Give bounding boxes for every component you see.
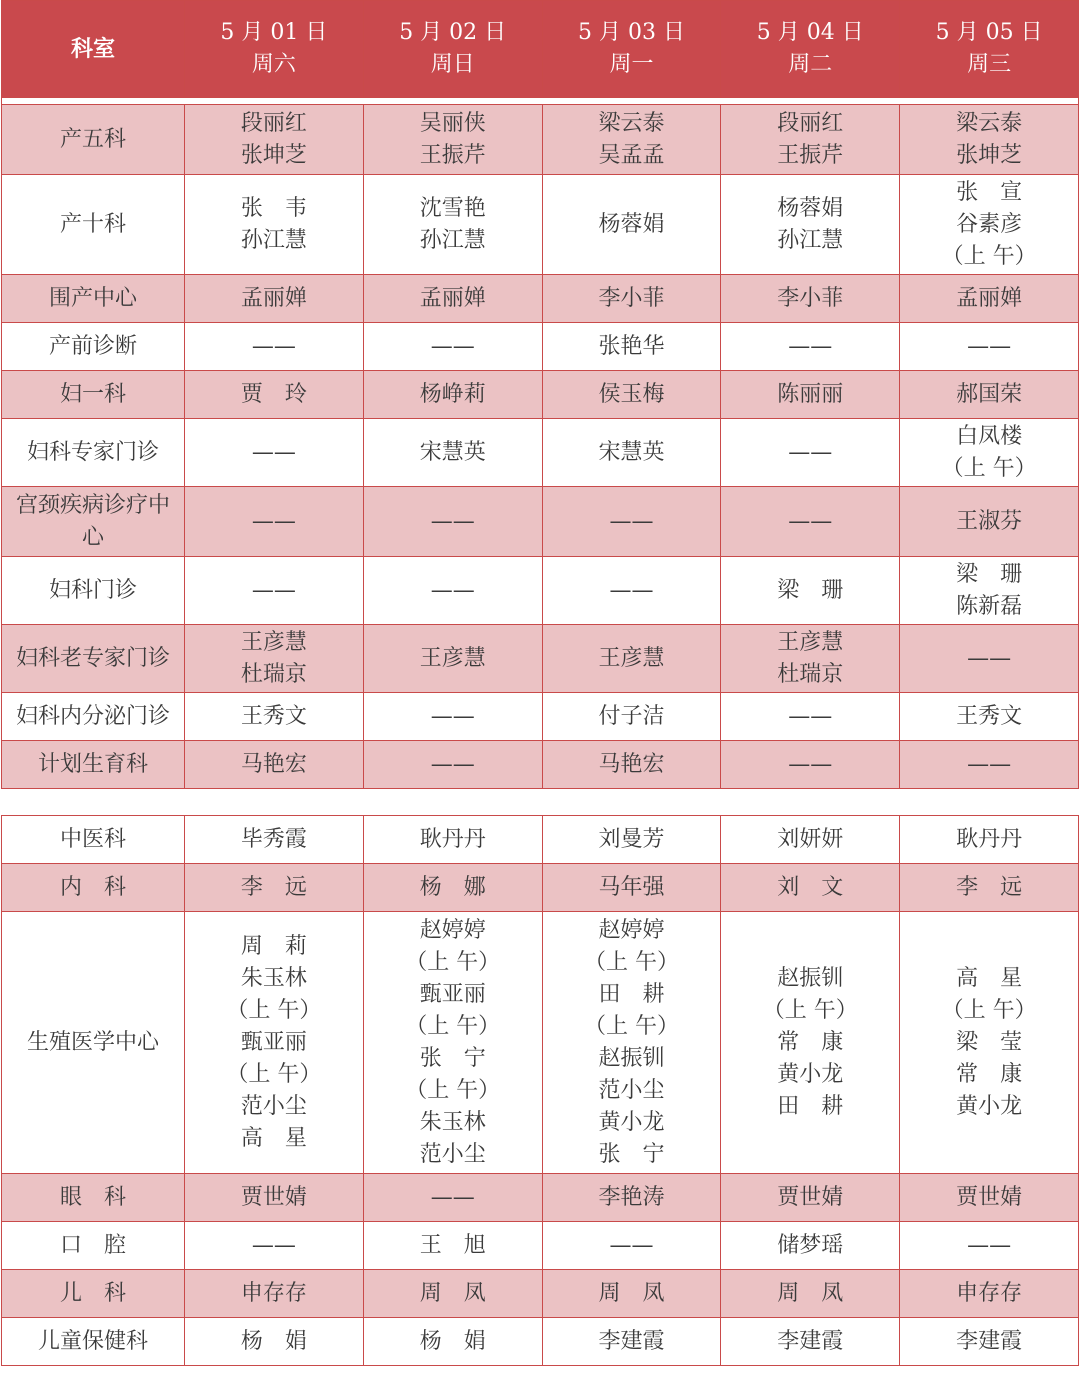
doctor-name: ——: [609, 577, 654, 603]
doctor-name: 耿丹丹: [419, 826, 486, 852]
dept-name: 围产中心: [48, 285, 137, 311]
dept-name: 妇科门诊: [48, 577, 137, 603]
header-date: 5 月 05 日: [935, 20, 1043, 45]
doctor-name: 杨 娟: [240, 1328, 307, 1354]
doctor-name: 周 凤: [598, 1280, 665, 1306]
doctor-cell: [721, 371, 900, 419]
doctor-cell: [900, 487, 1079, 557]
table-row: [2, 323, 1079, 371]
doctor-name: 吴丽侠: [419, 110, 486, 136]
doctor-cell: [542, 487, 721, 557]
dept-name: 心: [81, 524, 104, 550]
doctor-cell: [185, 1318, 364, 1366]
doctor-name: ——: [251, 333, 296, 359]
doctor-cell: [900, 741, 1079, 789]
doctor-cell: [900, 693, 1079, 741]
doctor-cell: [363, 816, 542, 864]
doctor-name: 孙江慧: [240, 227, 307, 253]
table-row: [2, 816, 1079, 864]
doctor-name: 张 宁: [419, 1045, 486, 1071]
doctor-name: ——: [251, 439, 296, 465]
doctor-name: 杨峥莉: [419, 381, 486, 407]
table-row: [2, 741, 1079, 789]
doctor-name: 梁 珊: [956, 561, 1023, 587]
doctor-name: ——: [251, 1232, 296, 1258]
doctor-cell: [542, 1318, 721, 1366]
doctor-name: 杨蓉娟: [598, 211, 665, 237]
doctor-cell: [721, 864, 900, 912]
doctor-name: 孙江慧: [777, 227, 844, 253]
doctor-cell: [721, 625, 900, 693]
header-weekday: 周六: [251, 52, 296, 77]
doctor-cell: [721, 693, 900, 741]
doctor-cell: [721, 557, 900, 625]
doctor-name: 宋慧英: [598, 439, 665, 465]
doctor-name: ——: [788, 508, 833, 534]
doctor-name: 范小尘: [419, 1141, 486, 1167]
doctor-name: 黄小龙: [956, 1093, 1023, 1119]
doctor-name: 贾世婧: [240, 1184, 307, 1210]
doctor-cell: [542, 105, 721, 175]
header-date: 5 月 02 日: [399, 20, 507, 45]
doctor-name: ——: [967, 751, 1012, 777]
doctor-name: 孙江慧: [419, 227, 486, 253]
dept-name: 儿 科: [59, 1280, 126, 1306]
doctor-name: 王 旭: [419, 1232, 486, 1258]
doctor-name: 张坤芝: [240, 142, 307, 168]
table-row: [2, 371, 1079, 419]
doctor-name: 王彦慧: [240, 629, 307, 655]
table-row: [2, 1270, 1079, 1318]
doctor-cell: [185, 419, 364, 487]
dept-name: 生殖医学中心: [26, 1029, 159, 1055]
doctor-cell: [363, 693, 542, 741]
doctor-cell: [542, 557, 721, 625]
doctor-name: 杜瑞京: [777, 661, 844, 687]
dept-name: 内 科: [59, 874, 126, 900]
doctor-cell: [721, 1174, 900, 1222]
doctor-name: 张 宣: [956, 179, 1023, 205]
doctor-cell: [185, 1222, 364, 1270]
doctor-name: 陈新磊: [956, 593, 1023, 619]
doctor-name: 李建霞: [956, 1328, 1023, 1354]
table-row: [2, 1222, 1079, 1270]
dept-cell: [2, 419, 185, 487]
doctor-cell: [900, 371, 1079, 419]
doctor-cell: [363, 487, 542, 557]
doctor-name: 周 莉: [240, 933, 307, 959]
doctor-cell: [900, 275, 1079, 323]
header-weekday: 周二: [788, 52, 833, 77]
dept-name: 宫颈疾病诊疗中: [15, 492, 170, 518]
doctor-cell: [363, 1222, 542, 1270]
doctor-name: 周 凤: [419, 1280, 486, 1306]
doctor-name: 王彦慧: [777, 629, 844, 655]
doctor-name: 范小尘: [598, 1077, 665, 1103]
doctor-name: 孟丽婵: [240, 285, 307, 311]
doctor-name: 赵婷婷: [419, 917, 486, 943]
doctor-cell: [363, 557, 542, 625]
doctor-name: 马艳宏: [240, 751, 307, 777]
doctor-name: （上 午）: [583, 1013, 679, 1039]
doctor-cell: [185, 741, 364, 789]
doctor-cell: [900, 1318, 1079, 1366]
table-row: [2, 419, 1079, 487]
doctor-name: （上 午）: [405, 1013, 501, 1039]
doctor-name: 甄亚丽: [419, 981, 486, 1007]
doctor-name: 侯玉梅: [598, 381, 665, 407]
header-weekday: 周三: [967, 52, 1012, 77]
doctor-cell: [721, 105, 900, 175]
doctor-cell: [185, 557, 364, 625]
doctor-name: 耿丹丹: [956, 826, 1023, 852]
dept-cell: [2, 816, 185, 864]
dept-name: 计划生育科: [37, 751, 148, 777]
doctor-name: 黄小龙: [598, 1109, 665, 1135]
doctor-name: 黄小龙: [777, 1061, 844, 1087]
doctor-cell: [185, 1174, 364, 1222]
doctor-name: 张 韦: [240, 195, 307, 221]
doctor-name: （上 午）: [405, 949, 501, 975]
doctor-name: 朱玉林: [419, 1109, 486, 1135]
doctor-name: 范小尘: [240, 1093, 307, 1119]
doctor-name: ——: [430, 1184, 475, 1210]
doctor-name: 孟丽婵: [956, 285, 1023, 311]
doctor-cell: [721, 323, 900, 371]
doctor-cell: [721, 816, 900, 864]
doctor-cell: [542, 1222, 721, 1270]
doctor-name: 梁云泰: [598, 110, 665, 136]
doctor-name: 梁 莹: [956, 1029, 1023, 1055]
doctor-name: 高 星: [956, 965, 1023, 991]
doctor-cell: [721, 487, 900, 557]
doctor-cell: [721, 741, 900, 789]
doctor-name: 刘曼芳: [598, 826, 665, 852]
doctor-name: （上 午）: [941, 243, 1037, 269]
dept-name: 产五科: [59, 126, 126, 152]
dept-name: 儿童保健科: [37, 1328, 148, 1354]
dept-cell: [2, 323, 185, 371]
schedule-body-main: [2, 105, 1079, 789]
doctor-cell: [363, 419, 542, 487]
dept-cell: [2, 1270, 185, 1318]
doctor-cell: [363, 741, 542, 789]
doctor-name: 常 康: [956, 1061, 1023, 1087]
doctor-cell: [185, 693, 364, 741]
doctor-name: 田 耕: [598, 981, 665, 1007]
doctor-name: 王彦慧: [419, 645, 486, 671]
doctor-cell: [542, 625, 721, 693]
doctor-name: ——: [967, 1232, 1012, 1258]
doctor-cell: [542, 741, 721, 789]
doctor-name: 张艳华: [598, 333, 665, 359]
doctor-cell: [900, 625, 1079, 693]
dept-cell: [2, 487, 185, 557]
doctor-name: 高 星: [240, 1125, 307, 1151]
doctor-cell: [900, 912, 1079, 1174]
doctor-name: 白凤楼: [956, 423, 1023, 449]
doctor-name: 王振芹: [777, 142, 844, 168]
doctor-cell: [900, 864, 1079, 912]
doctor-cell: [185, 105, 364, 175]
doctor-cell: [542, 175, 721, 275]
header-dept: 科室: [2, 1, 185, 98]
dept-name: 产十科: [59, 211, 126, 237]
doctor-name: 李小菲: [777, 285, 844, 311]
doctor-cell: [542, 275, 721, 323]
dept-cell: [2, 371, 185, 419]
doctor-cell: [363, 864, 542, 912]
dept-cell: [2, 741, 185, 789]
doctor-cell: [185, 323, 364, 371]
doctor-cell: [363, 1174, 542, 1222]
doctor-name: 王淑芬: [956, 508, 1023, 534]
doctor-cell: [721, 275, 900, 323]
doctor-name: 储梦瑶: [777, 1232, 844, 1258]
doctor-cell: [542, 1270, 721, 1318]
header-day: [542, 1, 721, 98]
dept-cell: [2, 175, 185, 275]
doctor-name: ——: [430, 751, 475, 777]
doctor-name: 赵振钏: [777, 965, 844, 991]
dept-cell: [2, 693, 185, 741]
doctor-name: ——: [788, 751, 833, 777]
doctor-name: （上 午）: [762, 997, 858, 1023]
doctor-cell: [185, 175, 364, 275]
table-row: [2, 912, 1079, 1174]
table-row: [2, 175, 1079, 275]
doctor-name: ——: [430, 508, 475, 534]
doctor-cell: [185, 816, 364, 864]
doctor-cell: [542, 816, 721, 864]
dept-cell: [2, 1174, 185, 1222]
doctor-name: 马艳宏: [598, 751, 665, 777]
doctor-cell: [363, 1270, 542, 1318]
doctor-cell: [542, 371, 721, 419]
header-date: 5 月 01 日: [220, 20, 328, 45]
doctor-cell: [542, 1174, 721, 1222]
table-row: [2, 1174, 1079, 1222]
doctor-cell: [721, 1270, 900, 1318]
header-day: [185, 1, 364, 98]
dept-cell: [2, 912, 185, 1174]
header-day: [900, 1, 1079, 98]
doctor-name: 李艳涛: [598, 1184, 665, 1210]
doctor-name: （上 午）: [405, 1077, 501, 1103]
dept-name: 妇一科: [59, 381, 126, 407]
doctor-name: 宋慧英: [419, 439, 486, 465]
doctor-name: ——: [609, 508, 654, 534]
table-row: [2, 693, 1079, 741]
doctor-name: （上 午）: [941, 997, 1037, 1023]
doctor-name: 赵婷婷: [598, 917, 665, 943]
doctor-cell: [542, 864, 721, 912]
doctor-name: 刘妍妍: [777, 826, 844, 852]
doctor-name: 陈丽丽: [777, 381, 844, 407]
doctor-name: 梁云泰: [956, 110, 1023, 136]
doctor-name: 李小菲: [598, 285, 665, 311]
schedule-table-main: [1, 0, 1079, 789]
doctor-cell: [900, 419, 1079, 487]
doctor-name: 常 康: [777, 1029, 844, 1055]
doctor-cell: [900, 175, 1079, 275]
doctor-name: 杨 娜: [419, 874, 486, 900]
doctor-cell: [185, 625, 364, 693]
doctor-name: ——: [251, 577, 296, 603]
doctor-name: 李 远: [240, 874, 307, 900]
doctor-cell: [721, 912, 900, 1174]
dept-name: 妇科内分泌门诊: [15, 703, 170, 729]
doctor-name: ——: [788, 703, 833, 729]
header-separator: [2, 98, 1079, 105]
doctor-name: （上 午）: [941, 455, 1037, 481]
doctor-name: 杨 娟: [419, 1328, 486, 1354]
doctor-cell: [185, 487, 364, 557]
doctor-name: 王振芹: [419, 142, 486, 168]
doctor-name: 田 耕: [777, 1093, 844, 1119]
doctor-cell: [721, 419, 900, 487]
header-day: [363, 1, 542, 98]
doctor-name: 李 远: [956, 874, 1023, 900]
doctor-name: 梁 珊: [777, 577, 844, 603]
doctor-name: 王彦慧: [598, 645, 665, 671]
doctor-name: ——: [430, 577, 475, 603]
doctor-cell: [185, 864, 364, 912]
dept-name: 产前诊断: [48, 333, 137, 359]
doctor-name: 张坤芝: [956, 142, 1023, 168]
doctor-name: （上 午）: [226, 1061, 322, 1087]
doctor-name: ——: [609, 1232, 654, 1258]
doctor-name: 贾世婧: [777, 1184, 844, 1210]
table-row: [2, 557, 1079, 625]
doctor-name: 付子洁: [598, 703, 665, 729]
table-row: [2, 105, 1079, 175]
doctor-cell: [721, 1318, 900, 1366]
doctor-name: ——: [788, 439, 833, 465]
doctor-name: 李建霞: [777, 1328, 844, 1354]
table-row: [2, 487, 1079, 557]
doctor-cell: [185, 371, 364, 419]
doctor-name: ——: [251, 508, 296, 534]
doctor-name: 杜瑞京: [240, 661, 307, 687]
dept-cell: [2, 105, 185, 175]
dept-name: 口 腔: [59, 1232, 126, 1258]
doctor-name: 吴孟孟: [598, 142, 665, 168]
doctor-name: 毕秀霞: [240, 826, 307, 852]
header-day: [721, 1, 900, 98]
doctor-cell: [363, 1318, 542, 1366]
doctor-name: 郝国荣: [956, 381, 1023, 407]
doctor-cell: [900, 105, 1079, 175]
table-row: [2, 864, 1079, 912]
header-weekday: 周一: [609, 52, 654, 77]
doctor-cell: [900, 816, 1079, 864]
dept-name: 中医科: [59, 826, 126, 852]
dept-cell: [2, 1222, 185, 1270]
doctor-name: 贾 玲: [240, 381, 307, 407]
doctor-name: 周 凤: [777, 1280, 844, 1306]
schedule-body-secondary: [2, 816, 1079, 1366]
doctor-name: ——: [788, 333, 833, 359]
doctor-name: 刘 文: [777, 874, 844, 900]
doctor-name: 段丽红: [240, 110, 307, 136]
doctor-name: 张 宁: [598, 1141, 665, 1167]
doctor-cell: [363, 912, 542, 1174]
doctor-cell: [542, 323, 721, 371]
schedule-table-secondary: [1, 815, 1079, 1366]
doctor-name: 甄亚丽: [240, 1029, 307, 1055]
doctor-name: ——: [967, 333, 1012, 359]
doctor-cell: [363, 175, 542, 275]
doctor-name: （上 午）: [226, 997, 322, 1023]
doctor-name: 杨蓉娟: [777, 195, 844, 221]
doctor-name: 王秀文: [240, 703, 307, 729]
dept-cell: [2, 275, 185, 323]
dept-cell: [2, 864, 185, 912]
doctor-cell: [721, 175, 900, 275]
doctor-cell: [721, 1222, 900, 1270]
doctor-name: 李建霞: [598, 1328, 665, 1354]
doctor-name: 赵振钏: [598, 1045, 665, 1071]
dept-name: 妇科专家门诊: [26, 439, 159, 465]
dept-name: 眼 科: [59, 1184, 126, 1210]
doctor-name: 沈雪艳: [419, 195, 486, 221]
doctor-cell: [900, 323, 1079, 371]
dept-cell: [2, 625, 185, 693]
doctor-cell: [363, 105, 542, 175]
doctor-name: ——: [967, 645, 1012, 671]
doctor-cell: [900, 557, 1079, 625]
doctor-cell: [185, 1270, 364, 1318]
doctor-name: ——: [430, 333, 475, 359]
dept-name: 妇科老专家门诊: [15, 645, 170, 671]
doctor-cell: [900, 1174, 1079, 1222]
doctor-name: 孟丽婵: [419, 285, 486, 311]
doctor-cell: [542, 419, 721, 487]
doctor-name: 王秀文: [956, 703, 1023, 729]
dept-cell: [2, 1318, 185, 1366]
doctor-name: 朱玉林: [240, 965, 307, 991]
doctor-name: （上 午）: [583, 949, 679, 975]
doctor-cell: [363, 371, 542, 419]
doctor-name: 贾世婧: [956, 1184, 1023, 1210]
table-row: [2, 1318, 1079, 1366]
doctor-name: 马年强: [598, 874, 665, 900]
dept-cell: [2, 557, 185, 625]
doctor-name: 申存存: [956, 1280, 1023, 1306]
doctor-cell: [900, 1270, 1079, 1318]
doctor-cell: [542, 693, 721, 741]
header-date: 5 月 03 日: [578, 20, 685, 45]
table-row: [2, 275, 1079, 323]
doctor-cell: [363, 625, 542, 693]
doctor-name: 段丽红: [777, 110, 844, 136]
doctor-cell: [185, 912, 364, 1174]
doctor-cell: [185, 275, 364, 323]
doctor-cell: [542, 912, 721, 1174]
doctor-name: ——: [430, 703, 475, 729]
doctor-name: 谷素彦: [956, 211, 1023, 237]
header-weekday: 周日: [430, 52, 475, 77]
doctor-cell: [363, 275, 542, 323]
header-date: 5 月 04 日: [756, 20, 864, 45]
table-row: [2, 625, 1079, 693]
doctor-cell: [900, 1222, 1079, 1270]
doctor-name: 申存存: [240, 1280, 307, 1306]
doctor-cell: [363, 323, 542, 371]
